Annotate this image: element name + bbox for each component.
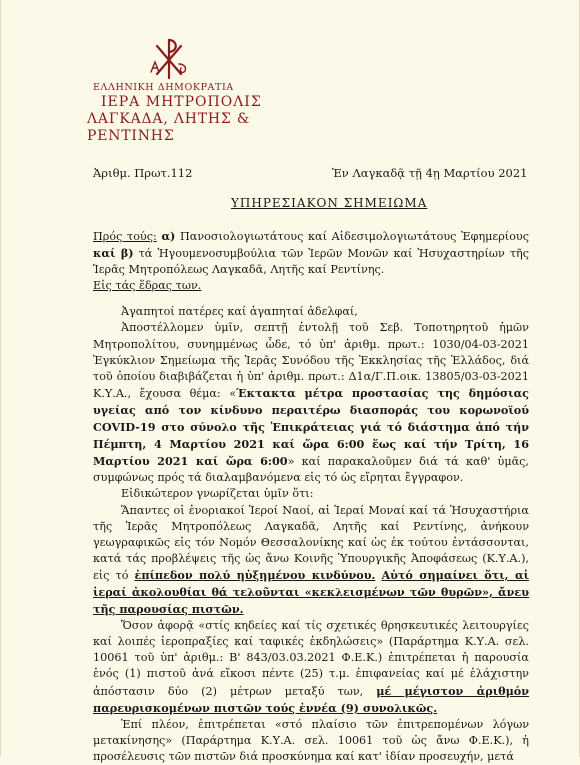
recipient-b-label: καί β)	[93, 246, 134, 261]
recipients-block	[93, 228, 529, 278]
paragraph-3-text: Ἅπαντες οἱ ἐνοριακοί Ἱεροί Ναοί, αἱ Ἱεραί Μοναί καί τά Ἡσυχαστήρια τῆς Ἱερᾶς Μητροπόλεως Λαγκαδᾶ, Λητῆς καί Ρεντίνης, ἀνήκουν γεωγραφικῶς εἰς τόν Νομόν Θεσσαλονίκης καί ὡς ἐκ τούτου ἐντάσσονται, κατά τάς προβλέψεις τῆς ὡς ἄνω Κοινῆς Ὑπουργικῆς Ἀποφάσεως (Κ.Υ.Α.), εἰς τό	[93, 503, 529, 582]
recipients-seat: Εἰς τάς ἕδρας των.	[93, 279, 202, 293]
letterhead-country: ΕΛΛΗΝΙΚΗ ΔΗΜΟΚΡΑΤΙΑ	[93, 82, 234, 93]
paragraph-4-max-attendees: μέ μέγιστον ἀριθμόν παρευρισκομένων πιστῶν τούς ἐννέα (9) συνολικῶς.	[93, 683, 529, 715]
document-body	[93, 228, 529, 765]
paragraph-3	[93, 503, 529, 619]
paragraph-3-closed-doors: Αὐτό σημαίνει ὅτι, αἱ ἱεραί ἀκολουθίαι θά τελοῦνται «κεκλεισμένων τῶν θυρῶν», ἄνευ τῆς παρουσίας πιστῶν.	[93, 567, 529, 617]
paragraph-4-text: Ὅσον ἀφορᾷ «στίς κηδείες καί τίς σχετικές θρησκευτικές λειτουργίες καί λοιπές ἱεροπραξίες καί ταφικές ἐκδηλώσεις» (Παράρτημα Κ.Υ.Α. σελ. 10061 τοῦ ὑπ' ἀριθμ.: Β' 843/03.03.2021 Φ.Ε.Κ.) ἐπιτρέπεται ἡ παρουσία ἑνός (1) πιστοῦ ἀνά εἴκοσι πέντε (25) τ.μ. ἐπιφανείας καί μέ ἐλάχιστην ἀπόστασιν δύο (2) μέτρων μεταξύ των,	[93, 619, 529, 698]
letterhead-region: ΛΑΓΚΑΔΑ, ΛΗΤΗΣ & ΡΕΝΤΙΝΗΣ	[87, 111, 251, 144]
protocol-number: Ἀριθμ. Πρωτ.112	[93, 166, 193, 180]
chi-rho-emblem-icon	[147, 34, 191, 80]
document-title: ΥΠΗΡΕΣΙΑΚΟΝ ΣΗΜΕΙΩΜΑ	[231, 196, 428, 210]
paragraph-5: Ἐπί πλέον, ἐπιτρέπεται «στό πλαίσιο τῶν ἐπιτρεπομένων λόγων μετακίνησης» (Παράρτημα Κ.Υ.Α. σελ. 10061 τοῦ ὡς ἄνω Φ.Ε.Κ.), ἡ προσέλευσις τῶν πιστῶν διά προσκύνημα καί κατ' ἰδίαν προσευχήν, μετά	[93, 717, 529, 763]
paragraph-2: Εἰδικώτερον γνωρίζεται ὑμῖν ὅτι:	[121, 487, 314, 501]
recipient-b-text: τά Ἡγουμενοσυμβούλια τῶν Ἱερῶν Μονῶν καί Ἡσυχαστηρίων τῆς Ἱερᾶς Μητροπόλεως Λαγκαδᾶ, Λητῆς καί Ρεντίνης.	[93, 247, 529, 277]
recipients-prefix: Πρός τούς:	[93, 230, 157, 243]
recipient-a-label: α)	[161, 229, 176, 243]
paragraph-3-risk-level: ἐπίπεδον πολύ ηὐξημένου κινδύνου.	[134, 567, 376, 582]
letterhead	[87, 82, 327, 145]
greeting: Ἀγαπητοί πατέρες καί ἀγαπηταί ἀδελφαί,	[121, 305, 358, 319]
document-date: Ἐν Λαγκαδᾷ τῇ 4ῃ Μαρτίου 2021	[332, 166, 528, 180]
paragraph-1	[93, 320, 529, 486]
recipient-a-text: Πανοσιολογιωτάτους καί Αἰδεσιμολογιωτάτους Ἐφημερίους	[175, 230, 529, 243]
paragraph-1-closing: » καί παρακαλοῦμεν διά τά καθ' ὑμᾶς, συμφώνως πρός τά διαλαμβανόμενα εἰς τό ὡς εἴρηται ἔγγραφον.	[93, 455, 529, 485]
paragraph-1-intro: Ἀποστέλλομεν ὑμῖν, σεπτῇ ἐντολῇ τοῦ Σεβ. Τοποτηρητοῦ ἡμῶν Μητροπολίτου, συνημμένως ὧδε, τό ὑπ' ἀριθμ. πρωτ.: 1030/04-03-2021 Ἐγκύκλιον Σημείωμα τῆς Ἱερᾶς Συνόδου τῆς Ἐκκλησίας τῆς Ἑλλάδος, διά τοῦ ὁποίου διαβιβάζεται ἡ ὑπ' ἀριθμ. πρωτ.: Δ1α/Γ.Π.οικ. 13805/03-03-2021 Κ.Υ.Α., ἔχουσα θέμα: «	[93, 321, 529, 400]
paragraph-1-subject: Έκτακτα μέτρα προστασίας της δημόσιας υγείας από τον κίνδυνο περαιτέρω διασποράς του κορωνοϊού COVID-19 στο σύνολο τῆς Ἐπικράτειας γιά τό διάστημα ἀπό τήν Πέμπτη, 4 Μαρτίου 2021 καί ὥρα 6:00 ἕως καί τήν Τρίτη, 16 Μαρτίου 2021 καί ὥρα 6:00	[93, 385, 530, 469]
letterhead-metropolis: ΙΕΡΑ ΜΗΤΡΟΠΟΛΙΣ	[101, 94, 262, 110]
paragraph-4	[93, 618, 529, 717]
